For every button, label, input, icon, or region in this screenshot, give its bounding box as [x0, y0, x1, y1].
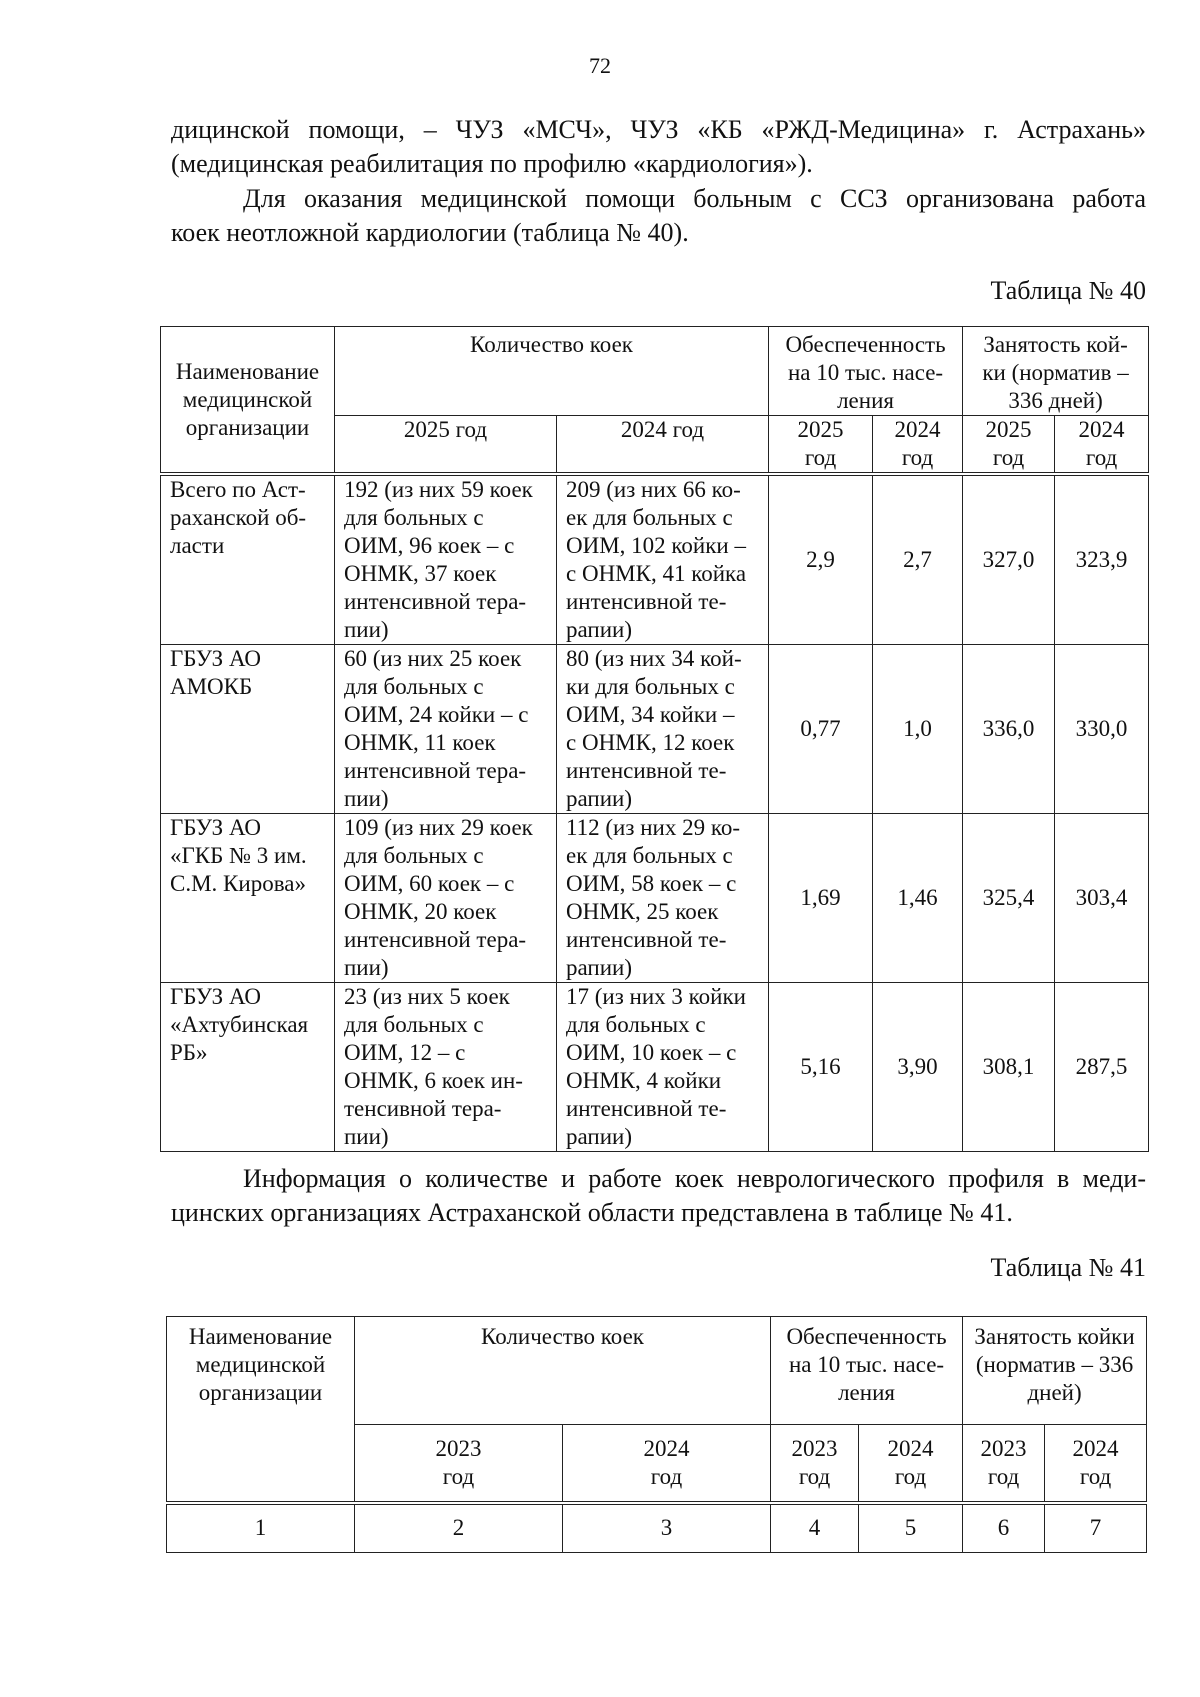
header-occ-2024: 2024 год [1055, 416, 1149, 475]
table-row [161, 983, 1149, 1152]
table-row [161, 645, 1149, 814]
header-occ-2025: 2025 год [963, 416, 1055, 475]
header-beds: Количество коек [355, 1317, 771, 1425]
org-name: ГБУЗ АО АМОКБ [161, 645, 335, 814]
header-prov-2024: 2024 год [873, 416, 963, 475]
text-line: Информация о количестве и работе коек неврологического профиля в меди- [243, 1164, 1146, 1193]
beds-2024: 17 (из них 3 койки для больных с ОИМ, 10 коек – с ОНМК, 4 койки интенсивной те- рапии) [557, 983, 769, 1152]
text-line: коек неотложной кардиологии (таблица № 40). [171, 218, 689, 247]
table-row [161, 814, 1149, 983]
provision-2024: 1,46 [873, 814, 963, 983]
header-prov-2025: 2025 год [769, 416, 873, 475]
header-beds-2024: 2024 год [563, 1425, 771, 1503]
beds-2025: 23 (из них 5 коек для больных с ОИМ, 12 – с ОНМК, 6 коек ин- тенсивной тера- пии) [335, 983, 557, 1152]
provision-2025: 2,9 [769, 474, 873, 645]
occupancy-2024: 330,0 [1055, 645, 1149, 814]
page-number: 72 [589, 53, 611, 78]
table41 [166, 1316, 1147, 1553]
occupancy-2024: 287,5 [1055, 983, 1149, 1152]
occupancy-2024: 303,4 [1055, 814, 1149, 983]
column-number: 7 [1045, 1503, 1147, 1553]
header-occ-2024: 2024 год [1045, 1425, 1147, 1503]
org-name: Всего по Аст- раханской об- ласти [161, 474, 335, 645]
provision-2024: 1,0 [873, 645, 963, 814]
occupancy-2025: 336,0 [963, 645, 1055, 814]
provision-2025: 0,77 [769, 645, 873, 814]
column-number: 2 [355, 1503, 563, 1553]
column-number-row [167, 1503, 1147, 1553]
beds-2025: 60 (из них 25 коек для больных с ОИМ, 24 койки – с ОНМК, 11 коек интенсивной тера- пии) [335, 645, 557, 814]
beds-2024: 112 (из них 29 ко- ек для больных с ОИМ, 58 коек – с ОНМК, 25 коек интенсивной те- рапии) [557, 814, 769, 983]
header-provision: Обеспеченность на 10 тыс. насе- ления [771, 1317, 963, 1425]
header-beds: Количество коек [335, 327, 769, 416]
paragraph-table41-intro [171, 1162, 1146, 1230]
column-number: 6 [963, 1503, 1045, 1553]
text-line: Для оказания медицинской помощи больным с ССЗ организована работа [243, 184, 1146, 213]
header-occ-2023: 2023 год [963, 1425, 1045, 1503]
beds-2024: 209 (из них 66 ко- ек для больных с ОИМ, 102 койки – с ОНМК, 41 койка интенсивной те- рапии) [557, 474, 769, 645]
beds-2025: 109 (из них 29 коек для больных с ОИМ, 60 коек – с ОНМК, 20 коек интенсивной тера- пии) [335, 814, 557, 983]
occupancy-2024: 323,9 [1055, 474, 1149, 645]
header-year-2025: 2025 год [335, 416, 557, 475]
occupancy-2025: 327,0 [963, 474, 1055, 645]
column-number: 5 [859, 1503, 963, 1553]
header-org: Наименование медицинской организации [161, 327, 335, 475]
org-name: ГБУЗ АО «Ахтубинская РБ» [161, 983, 335, 1152]
intro-paragraph [171, 113, 1146, 181]
header-occupancy: Занятость кой- ки (норматив – 336 дней) [963, 327, 1149, 416]
header-year-2024: 2024 год [557, 416, 769, 475]
occupancy-2025: 325,4 [963, 814, 1055, 983]
header-beds-2023: 2023 год [355, 1425, 563, 1503]
org-name: ГБУЗ АО «ГКБ № 3 им. С.М. Кирова» [161, 814, 335, 983]
text-line: цинских организациях Астраханской области представлена в таблице № 41. [171, 1198, 1013, 1227]
header-org: Наименование медицинской организации [167, 1317, 355, 1503]
text-line: дицинской помощи, – ЧУЗ «МСЧ», ЧУЗ «КБ «РЖД-Медицина» г. Астрахань» [171, 115, 1146, 144]
table-row [161, 474, 1149, 645]
column-number: 4 [771, 1503, 859, 1553]
column-number: 1 [167, 1503, 355, 1553]
paragraph-table40-intro [171, 182, 1146, 250]
provision-2024: 3,90 [873, 983, 963, 1152]
header-prov-2023: 2023 год [771, 1425, 859, 1503]
header-prov-2024: 2024 год [859, 1425, 963, 1503]
provision-2025: 5,16 [769, 983, 873, 1152]
text-line: (медицинская реабилитация по профилю «кардиология»). [171, 149, 813, 178]
table40-caption: Таблица № 40 [990, 276, 1146, 305]
provision-2025: 1,69 [769, 814, 873, 983]
table40 [160, 326, 1149, 1152]
occupancy-2025: 308,1 [963, 983, 1055, 1152]
column-number: 3 [563, 1503, 771, 1553]
beds-2024: 80 (из них 34 кой- ки для больных с ОИМ, 34 койки – с ОНМК, 12 коек интенсивной те- рапии) [557, 645, 769, 814]
header-provision: Обеспеченность на 10 тыс. насе- ления [769, 327, 963, 416]
header-occupancy: Занятость койки (норматив – 336 дней) [963, 1317, 1147, 1425]
beds-2025: 192 (из них 59 коек для больных с ОИМ, 96 коек – с ОНМК, 37 коек интенсивной тера- пии) [335, 474, 557, 645]
provision-2024: 2,7 [873, 474, 963, 645]
table41-caption: Таблица № 41 [990, 1253, 1146, 1282]
